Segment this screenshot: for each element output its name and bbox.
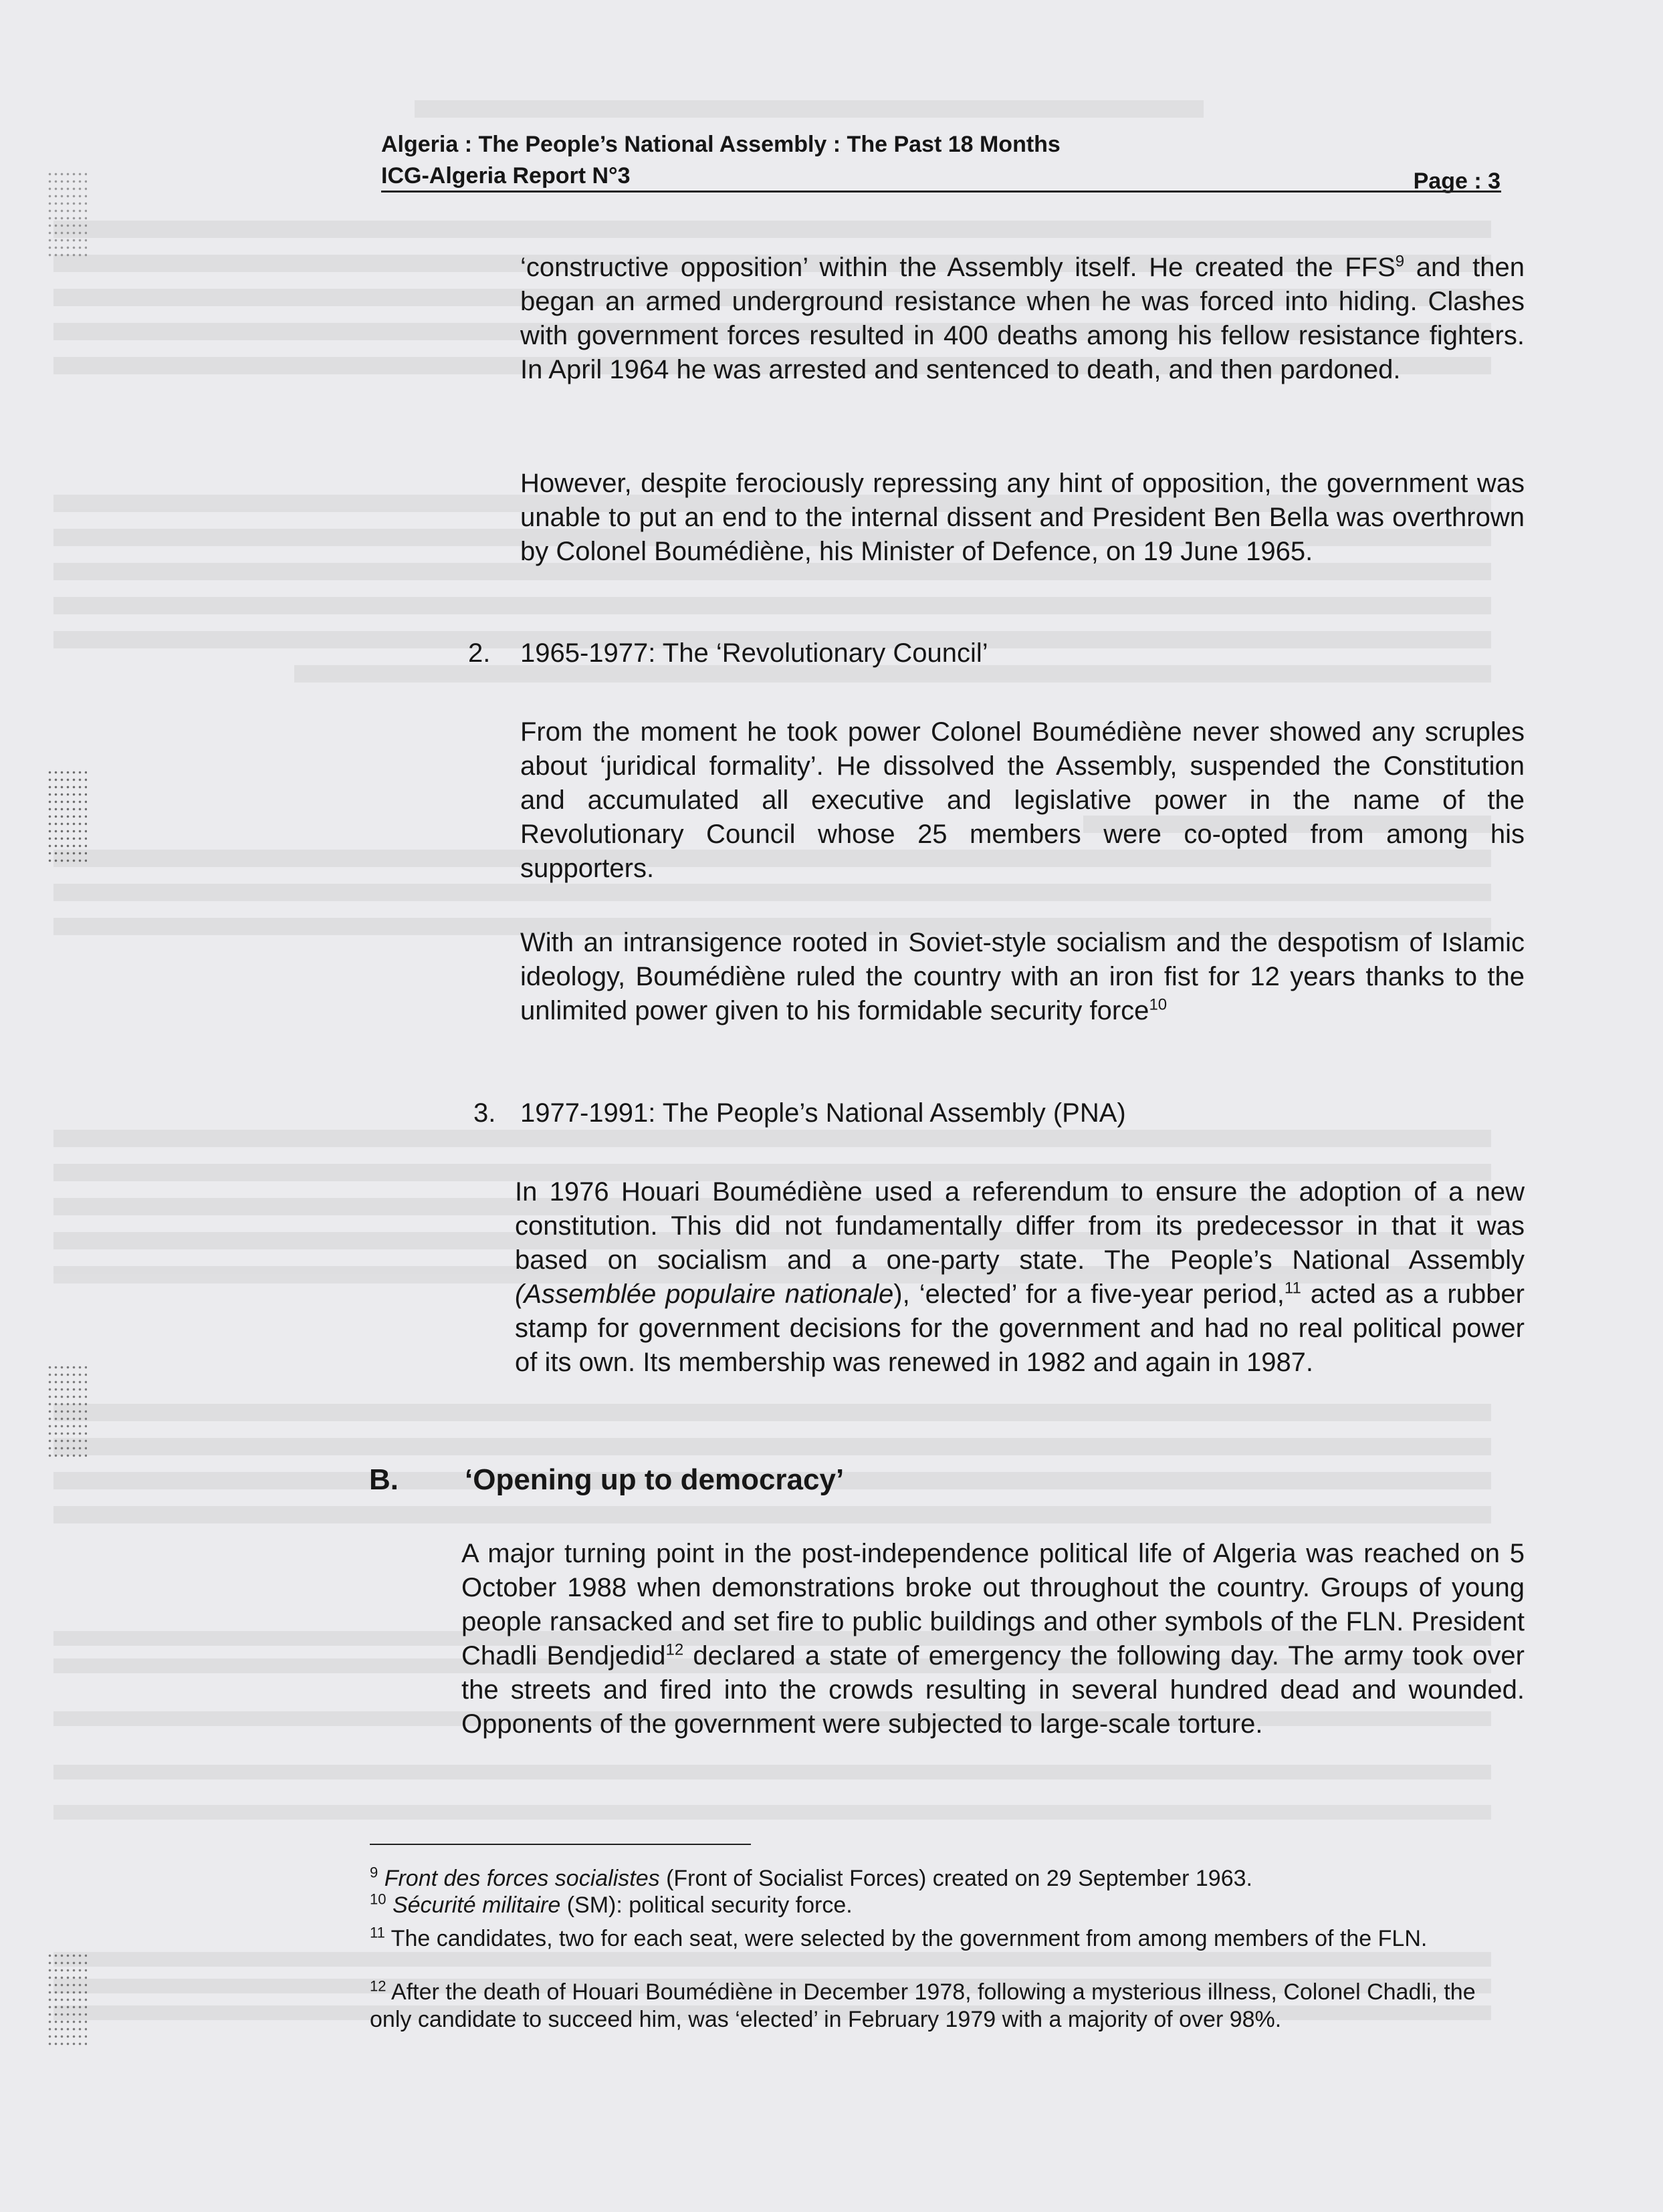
footnote-number: 10	[370, 1890, 386, 1908]
paragraph-text: acted as a rubber stamp for government decisions for the government and had no real political power of its own. Its membership was renewed in 1982 and again in 1987.	[515, 1279, 1525, 1377]
binding-hole-mark	[47, 769, 87, 862]
header-report-number: ICG-Algeria Report N°3	[381, 163, 631, 189]
paragraph-1976-constitution	[515, 1175, 1525, 1380]
footnote-text: (SM): political security force.	[560, 1892, 853, 1918]
paragraph-text: declared a state of emergency the following day. The army took over the streets and fired into the crowds resulting in several hundred dead and wounded. Opponents of the government were subjected to large-scale torture.	[461, 1641, 1525, 1739]
subsection-title-revolutionary-council: 1965-1977: The ‘Revolutionary Council’	[520, 638, 988, 668]
footnote-9	[370, 1865, 1507, 1892]
footnote-ref-11: 11	[1284, 1279, 1301, 1298]
paragraph-text: In 1976 Houari Boumédiène used a referendum to ensure the adoption of a new constitution. This did not fundamentally differ from its predecessor in that it was based on socialism and a one-party state. The People’s National Assembly	[515, 1177, 1525, 1275]
footnote-ref-12: 12	[665, 1640, 684, 1659]
paragraph-text: ‘constructive opposition’ within the Assembly itself. He created the FFS	[520, 253, 1396, 282]
paragraph-text: and then began an armed underground resistance when he was forced into hiding. Clashes with government forces resulted in 400 deaths among his fellow resistance fighters. In April 1964 he was arrested and sentenced to death, and then pardoned.	[520, 253, 1525, 384]
footnote-number: 9	[370, 1864, 378, 1881]
binding-hole-mark	[47, 170, 87, 257]
binding-hole-mark	[47, 1364, 87, 1457]
paragraph-intransigence	[520, 926, 1525, 1028]
binding-hole-mark	[47, 1952, 87, 2046]
footnote-italic-text: Sécurité militaire	[392, 1892, 561, 1918]
paragraph-text: With an intransigence rooted in Soviet-style socialism and the despotism of Islamic ideology, Boumédiène ruled the country with an iron fist for 12 years thanks to the unlimited power given to his formidable security force	[520, 928, 1525, 1025]
footnote-divider	[370, 1844, 751, 1845]
subsection-number: 3.	[473, 1098, 496, 1128]
paragraph-constructive-opposition	[520, 251, 1525, 387]
header-divider	[381, 191, 1501, 193]
paragraph-italic-text: (Assemblée populaire nationale	[515, 1279, 894, 1309]
subsection-number: 2.	[468, 638, 491, 668]
footnote-number: 11	[370, 1924, 385, 1941]
footnote-12	[370, 1979, 1507, 2034]
paragraph-text: ), ‘elected’ for a five-year period,	[893, 1279, 1285, 1309]
footnote-10	[370, 1892, 1507, 1919]
footnote-11	[370, 1925, 1507, 1953]
section-title-opening-up: ‘Opening up to democracy’	[465, 1463, 845, 1496]
footnote-ref-9: 9	[1395, 252, 1405, 271]
subsection-title-pna: 1977-1991: The People’s National Assembly (PNA)	[520, 1098, 1126, 1128]
footnote-ref-10: 10	[1149, 995, 1168, 1014]
footnote-text: The candidates, two for each seat, were selected by the government from among members of the FLN.	[384, 1926, 1428, 1951]
header-page-number: Page : 3	[1413, 168, 1501, 194]
paragraph-boumediene-power: From the moment he took power Colonel Boumédiène never showed any scruples about ‘juridical formality’. He dissolved the Assembly, suspended the Constitution and accumulated all executive and legislative power in the name of the Revolutionary Council whose 25 members were co-opted from among his supporters.	[520, 717, 1525, 883]
paragraph-text: A major turning point in the post-independence political life of Algeria was reached on 5 October 1988 when demonstrations broke out throughout the country. Groups of young people ransacked and set fire to public buildings and other symbols of the FLN. President Chadli Bendjedid	[461, 1539, 1525, 1671]
header-title: Algeria : The People’s National Assembly : The Past 18 Months	[381, 132, 1061, 157]
footnote-italic-text: Front des forces socialistes	[384, 1866, 660, 1891]
footnote-text: (Front of Socialist Forces) created on 29 September 1963.	[659, 1866, 1252, 1891]
paragraph-ben-bella-overthrown: However, despite ferociously repressing any hint of opposition, the government was unable to put an end to the internal dissent and President Ben Bella was overthrown by Colonel Boumédiène, his Minister of Defence, on 19 June 1965.	[520, 469, 1525, 566]
paragraph-october-1988	[461, 1537, 1525, 1741]
section-letter: B.	[369, 1463, 399, 1496]
footnote-text: After the death of Houari Boumédiène in December 1978, following a mysterious illness, Colonel Chadli, the only candidate to succeed him, was ‘elected’ in February 1979 with a majority of over 98%.	[370, 1979, 1476, 2032]
footnote-number: 12	[370, 1977, 386, 1995]
